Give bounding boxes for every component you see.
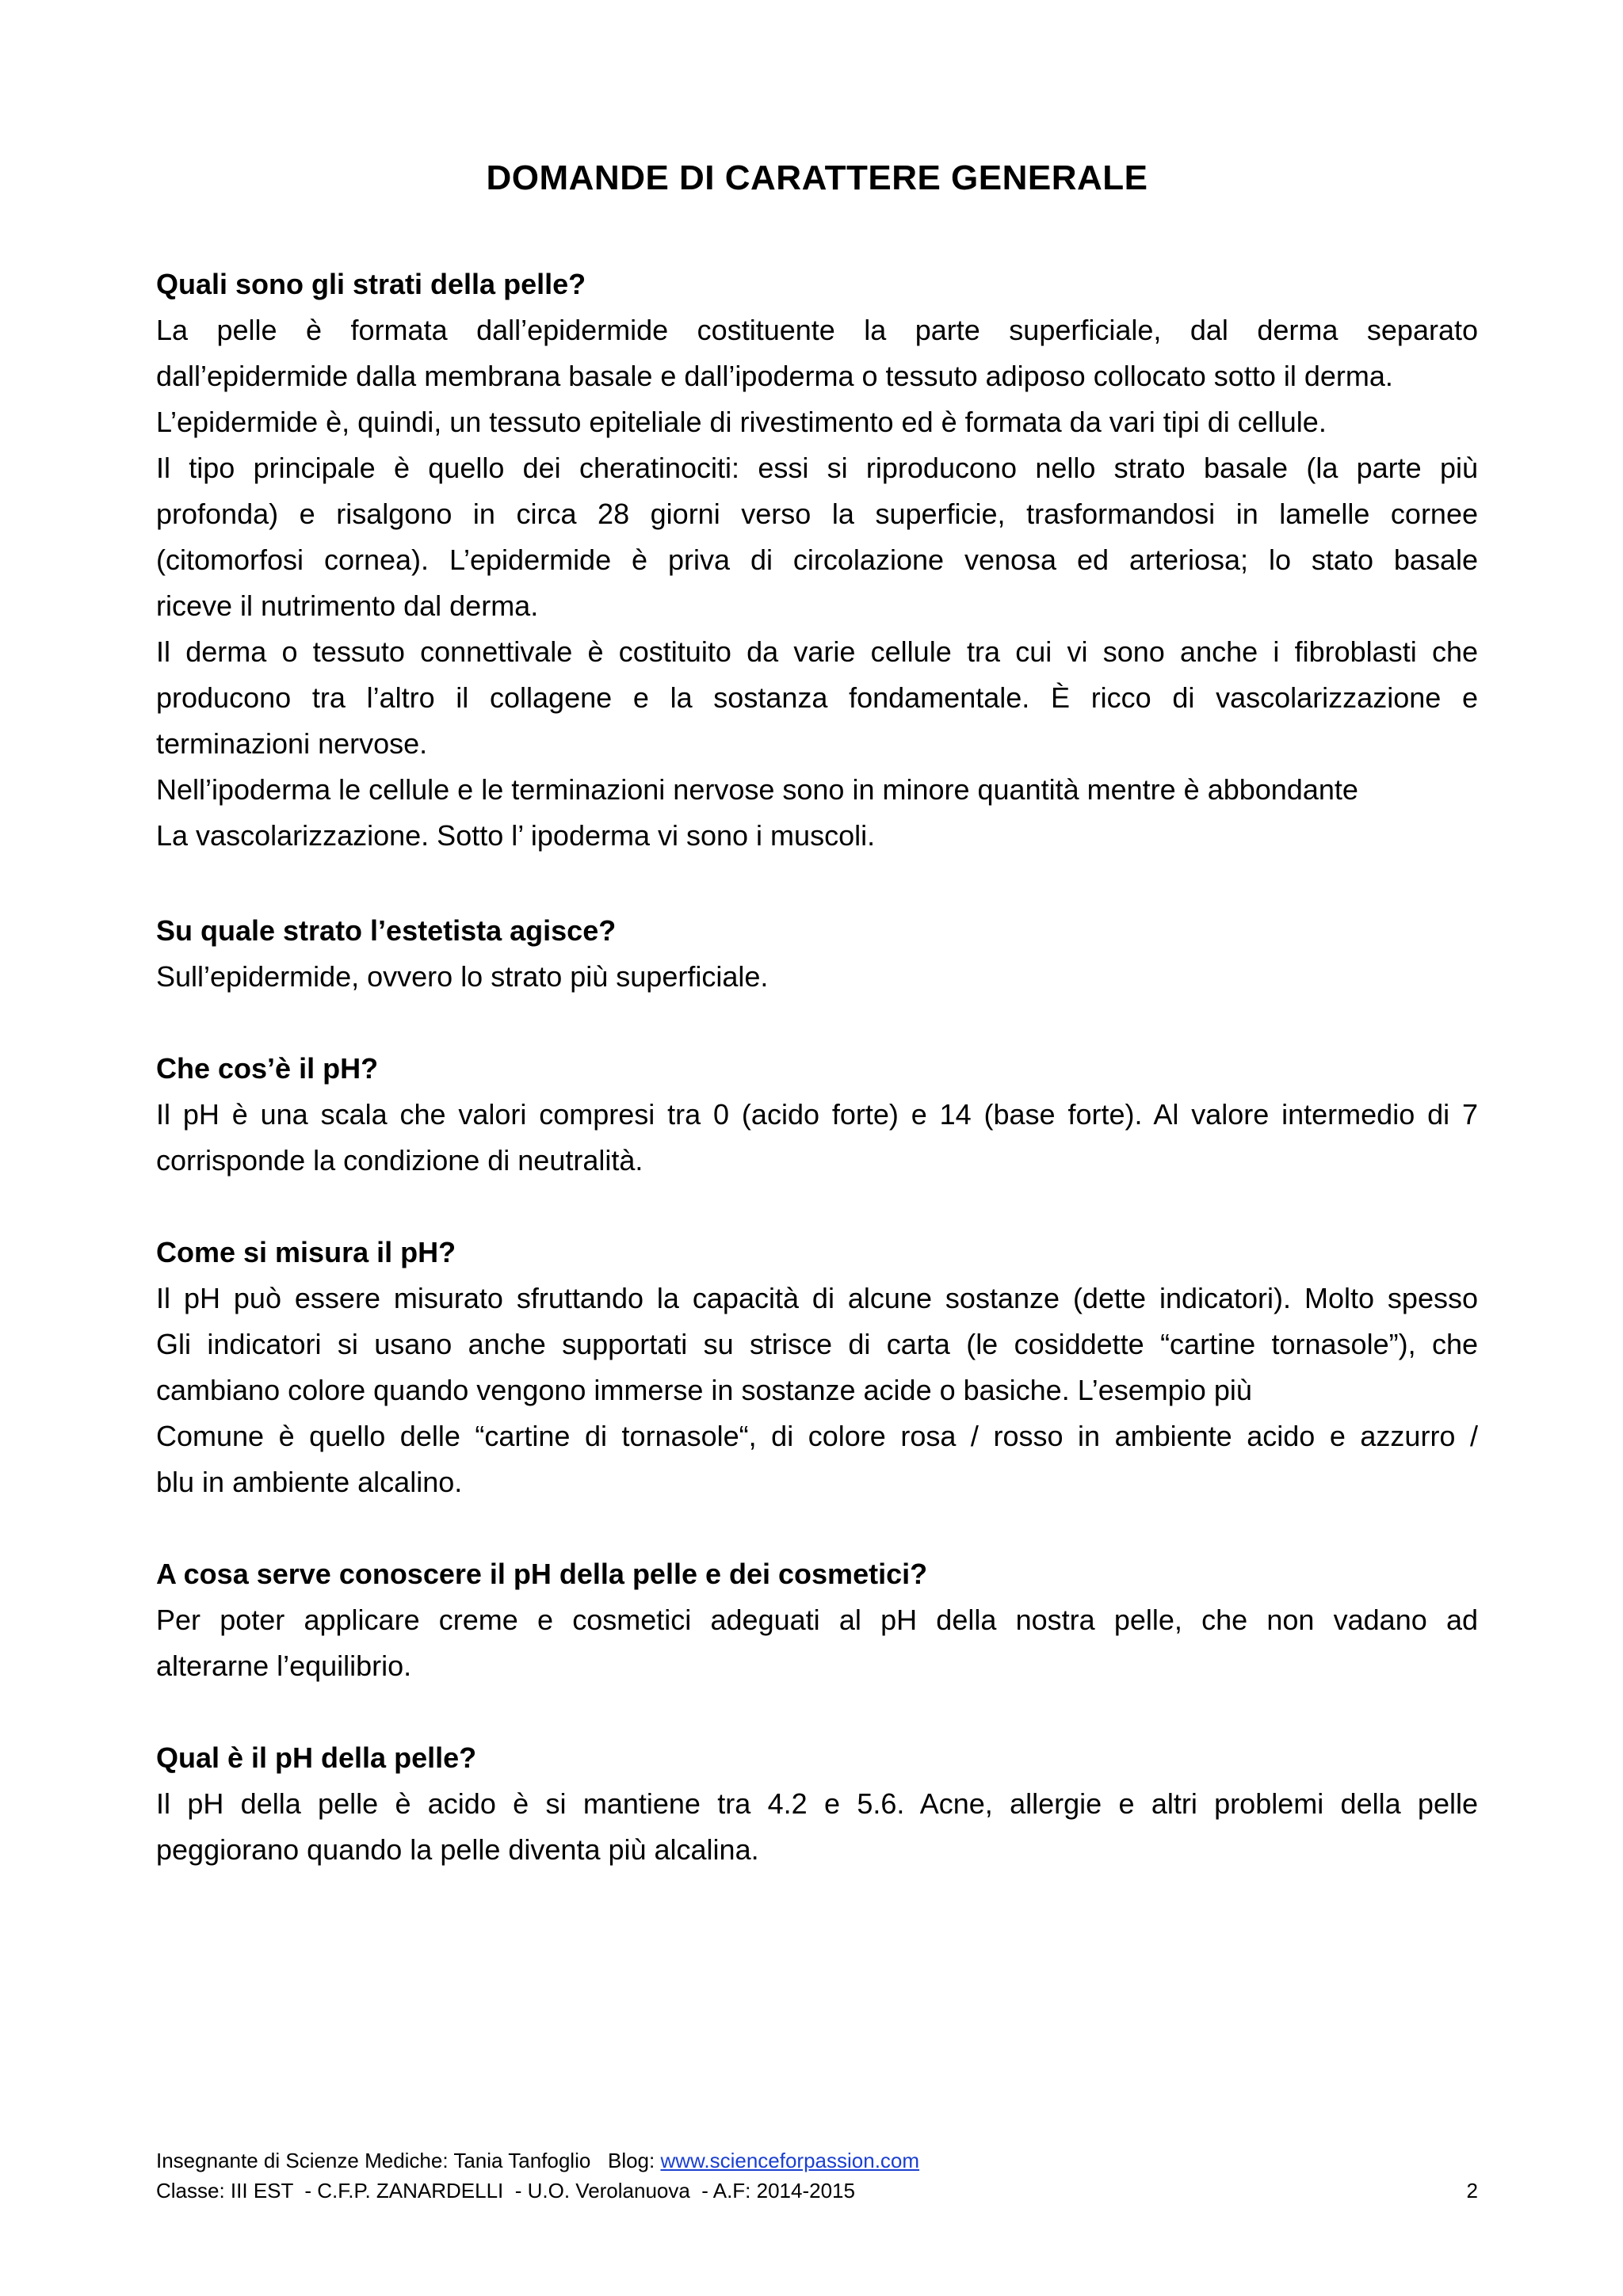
answer-line: peggiorano quando la pelle diventa più alcalina. [156, 1833, 759, 1866]
qa-section-conoscere-ph [156, 1551, 1478, 1689]
answer-line: profonda) e risalgono in circa 28 giorni verso la superficie, trasformandosi in lamelle cornee [156, 498, 1478, 530]
question-heading: Quali sono gli strati della pelle? [156, 268, 586, 300]
footer-teacher-text: Insegnante di Scienze Mediche: Tania Tanfoglio Blog: [156, 2149, 661, 2172]
qa-section-estetista [156, 908, 1478, 1000]
answer-line: Gli indicatori si usano anche supportati su strisce di carta (le cosiddette “cartine tornasole”), che [156, 1328, 1478, 1360]
qa-section-strati [156, 261, 1478, 859]
qa-section-cose-ph [156, 1046, 1478, 1184]
answer-line: Sull’epidermide, ovvero lo strato più superficiale. [156, 960, 769, 993]
footer-class-line [156, 2176, 1478, 2206]
answer-line: Il pH è una scala che valori compresi tra 0 (acido forte) e 14 (base forte). Al valore intermedio di 7 [156, 1098, 1478, 1131]
answer-line: La vascolarizzazione. Sotto l’ ipoderma vi sono i muscoli. [156, 819, 876, 852]
answer-line: (citomorfosi cornea). L’epidermide è priva di circolazione venosa ed arteriosa; lo stato basale [156, 543, 1478, 576]
footer-class-text: Classe: III EST - C.F.P. ZANARDELLI - U.O. Verolanuova - A.F: 2014-2015 [156, 2179, 855, 2203]
answer-line: Comune è quello delle “cartine di tornasole“, di colore rosa / rosso in ambiente acido e azzurro / [156, 1420, 1478, 1452]
qa-section-ph-pelle [156, 1735, 1478, 1873]
answer-line: Il pH può essere misurato sfruttando la capacità di alcune sostanze (dette indicatori). Molto spesso [156, 1282, 1478, 1314]
blog-link[interactable]: www.scienceforpassion.com [660, 2149, 920, 2172]
footer-teacher-line [156, 2145, 1478, 2176]
answer-line: riceve il nutrimento dal derma. [156, 589, 539, 622]
page-title: DOMANDE DI CARATTERE GENERALE [486, 158, 1148, 197]
page-number: 2 [1466, 2179, 1478, 2203]
answer-paragraph [156, 1597, 1478, 1689]
answer-paragraph [156, 1092, 1478, 1184]
answer-line: alterarne l’equilibrio. [156, 1650, 412, 1682]
answer-line: cambiano colore quando vengono immerse in sostanze acide o basiche. L’esempio più [156, 1374, 1252, 1406]
question-heading: Su quale strato l’estetista agisce? [156, 914, 617, 947]
answer-line: L’epidermide è, quindi, un tessuto epiteliale di rivestimento ed è formata da vari tipi di cellule. [156, 406, 1327, 438]
question-heading: Qual è il pH della pelle? [156, 1741, 477, 1774]
answer-line: corrisponde la condizione di neutralità. [156, 1144, 643, 1177]
answer-line: blu in ambiente alcalino. [156, 1466, 463, 1498]
question-heading: Che cos’è il pH? [156, 1052, 379, 1085]
answer-line: terminazioni nervose. [156, 727, 428, 760]
question-heading: Come si misura il pH? [156, 1236, 456, 1268]
answer-line: producono tra l’altro il collagene e la sostanza fondamentale. È ricco di vascolarizzazione e [156, 681, 1478, 714]
answer-line: Nell’ipoderma le cellule e le terminazioni nervose sono in minore quantità mentre è abbondante [156, 773, 1358, 806]
answer-paragraph [156, 307, 1478, 859]
answer-paragraph [156, 1781, 1478, 1873]
answer-line: Il tipo principale è quello dei cheratinociti: essi si riproducono nello strato basale (la parte più [156, 452, 1478, 484]
answer-line: La pelle è formata dall’epidermide costituente la parte superficiale, dal derma separato [156, 314, 1478, 346]
qa-section-misura-ph [156, 1230, 1478, 1505]
answer-line: Il derma o tessuto connettivale è costituito da varie cellule tra cui vi sono anche i fibroblasti che [156, 635, 1478, 668]
answer-line: Il pH della pelle è acido è si mantiene tra 4.2 e 5.6. Acne, allergie e altri problemi della pelle [156, 1787, 1478, 1820]
question-heading: A cosa serve conoscere il pH della pelle e dei cosmetici? [156, 1558, 928, 1590]
answer-line: Per poter applicare creme e cosmetici adeguati al pH della nostra pelle, che non vadano ad [156, 1604, 1478, 1636]
answer-paragraph [156, 954, 1478, 1000]
page-footer [156, 2145, 1478, 2206]
answer-line: dall’epidermide dalla membrana basale e dall’ipoderma o tessuto adiposo collocato sotto il derma. [156, 360, 1393, 392]
answer-paragraph [156, 1276, 1478, 1505]
